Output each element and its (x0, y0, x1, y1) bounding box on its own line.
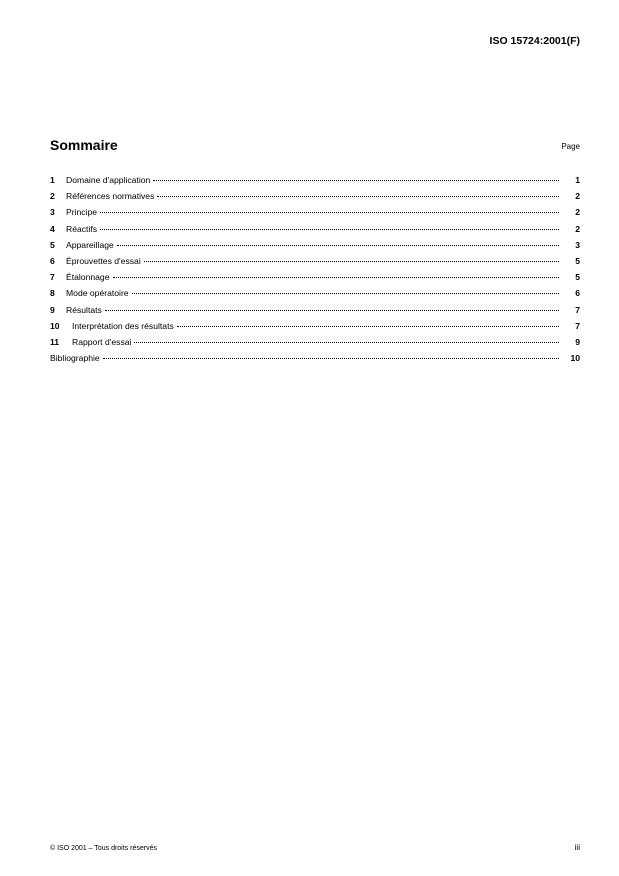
page-column-label: Page (561, 142, 580, 151)
document-id: ISO 15724:2001(F) (489, 35, 580, 47)
leader-dots (113, 269, 560, 278)
table-of-contents (50, 172, 580, 366)
leader-dots (117, 237, 559, 246)
toc-entry-page: 2 (575, 191, 580, 202)
toc-entry[interactable] (50, 334, 580, 350)
toc-entry[interactable] (50, 269, 580, 285)
toc-entry-title: Réactifs (66, 223, 98, 234)
toc-entry-title: Éprouvettes d'essai (66, 255, 141, 266)
toc-entry[interactable] (50, 221, 580, 237)
toc-entry-title: Résultats (66, 304, 102, 315)
toc-entry-number: 9 (50, 304, 55, 315)
toc-entry-number: 11 (50, 336, 60, 347)
toc-entry[interactable] (50, 188, 580, 204)
toc-entry-page: 10 (570, 353, 580, 364)
toc-entry-number: 5 (50, 239, 55, 250)
toc-entry-title: Domaine d'application (66, 175, 151, 185)
toc-entry-page: 3 (575, 239, 580, 250)
toc-entry-title: Bibliographie (50, 353, 100, 364)
toc-entry-page: 7 (575, 304, 580, 315)
toc-entry-page: 2 (575, 207, 580, 218)
toc-entry-title: Interprétation des résultats (72, 320, 174, 331)
toc-entry-page: 2 (575, 223, 580, 234)
leader-dots (103, 350, 559, 359)
toc-entry-number: 3 (50, 207, 55, 218)
toc-entry-title: Rapport d'essai (72, 336, 132, 347)
copyright-notice: © ISO 2001 – Tous droits réservés (50, 845, 157, 852)
toc-entry-title: Appareillage (66, 239, 114, 250)
toc-entry-page: 5 (575, 255, 580, 266)
toc-entry-title: Références normatives (66, 191, 155, 202)
toc-entry[interactable] (50, 285, 580, 301)
leader-dots (177, 318, 559, 327)
toc-entry-page: 9 (575, 336, 580, 347)
toc-entry-number: 6 (50, 255, 55, 266)
toc-entry-page: 6 (575, 288, 580, 299)
toc-entry-number: 7 (50, 272, 55, 283)
toc-entry-number: 2 (50, 191, 55, 202)
toc-entry-bibliography[interactable] (50, 350, 580, 366)
leader-dots (100, 221, 559, 230)
toc-entry[interactable] (50, 318, 580, 334)
toc-entry-number: 1 (50, 175, 55, 185)
page-number: iii (574, 843, 580, 852)
leader-dots (132, 285, 559, 294)
toc-entry[interactable] (50, 253, 580, 269)
toc-entry[interactable] (50, 237, 580, 253)
toc-entry-number: 4 (50, 223, 55, 234)
toc-entry[interactable] (50, 172, 580, 188)
toc-entry-page: 1 (575, 175, 580, 185)
leader-dots (153, 172, 559, 181)
toc-entry-page: 7 (575, 320, 580, 331)
toc-entry-number: 8 (50, 288, 55, 299)
toc-entry-number: 10 (50, 320, 60, 331)
leader-dots (157, 188, 559, 197)
toc-entry[interactable] (50, 204, 580, 220)
toc-entry-title: Mode opératoire (66, 288, 129, 299)
toc-entry-title: Principe (66, 207, 98, 218)
toc-entry-page: 5 (575, 272, 580, 283)
toc-entry[interactable] (50, 302, 580, 318)
leader-dots (100, 204, 559, 213)
leader-dots (144, 253, 559, 262)
toc-heading: Sommaire (50, 137, 118, 153)
leader-dots (134, 334, 559, 343)
leader-dots (105, 302, 559, 311)
toc-entry-title: Étalonnage (66, 272, 110, 283)
